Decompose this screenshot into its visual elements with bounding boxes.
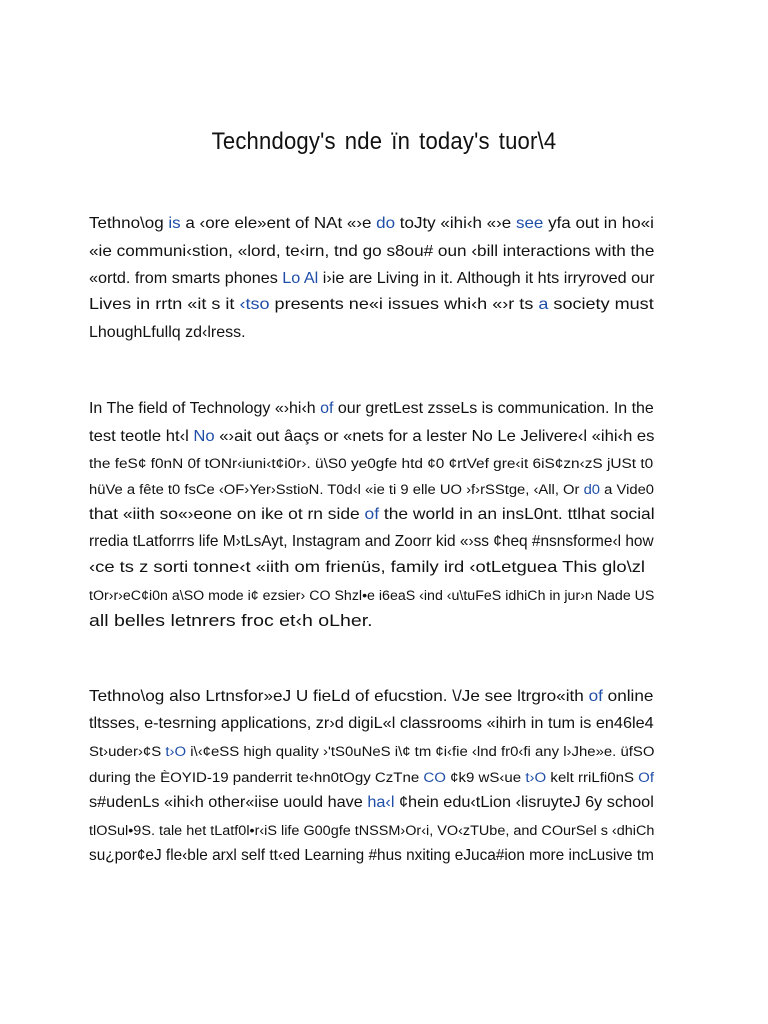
- text-line: [89, 794, 654, 812]
- text-run: i›ie are Living in it. Although it hts irryroved our: [318, 270, 655, 287]
- text-line: [89, 715, 654, 733]
- highlighted-word: of: [320, 400, 334, 417]
- text-line: [89, 823, 654, 838]
- text-run: s#udenLs «ihi‹h other«iise uould have: [89, 794, 368, 811]
- text-run: kelt rriLfi0nS: [546, 770, 639, 785]
- text-line: [89, 428, 654, 446]
- highlighted-word: t›O: [165, 744, 187, 759]
- text-line: [89, 688, 653, 706]
- text-run: In The field of Technology «›hi‹h: [89, 400, 321, 417]
- text-run: Tethno\og also Lrtnsfor»eJ U fieLd of efucstion. \/Je see ltrgro«ith: [89, 688, 589, 705]
- text-run: the feS¢ f0nN 0f tONr‹iuni‹t¢i0r›. ü\S0 ye0gfe htd ¢0 ¢rtVef gre‹it 6iS¢zn‹zS jUSt t0: [89, 456, 654, 471]
- text-run: online: [602, 688, 654, 705]
- text-run: St›uder›¢S: [89, 744, 166, 759]
- text-run: ¢hein edu‹tLion ‹lisruyteJ 6y school: [394, 794, 654, 811]
- text-line: [89, 324, 246, 342]
- text-line: [89, 506, 655, 524]
- highlighted-word: ha‹l: [367, 794, 395, 811]
- text-line: [89, 559, 645, 577]
- highlighted-word: is: [168, 215, 181, 232]
- text-line: [89, 611, 373, 631]
- highlighted-word: of: [364, 506, 380, 523]
- text-line: [89, 847, 654, 865]
- highlighted-word: of: [588, 688, 603, 705]
- text-line: [89, 533, 654, 551]
- text-run: «›ait out âaçs or «nets for a lester No Le Jelivere‹l «ihi‹h es: [214, 428, 655, 445]
- highlighted-word: Lo Al: [282, 270, 319, 287]
- text-run: su¿por¢eJ fle‹ble arxl self tt‹ed Learning #hus nxiting eJuca#ion more incLusive tm: [89, 847, 654, 864]
- text-run: rredia tLatforrrs life M›tLsAyt, Instagram and Zoorr kid «›ss ¢heq #nsnsforme‹l how: [89, 533, 654, 550]
- highlighted-word: ‹tso: [239, 296, 270, 313]
- text-run: Tethno\og: [89, 215, 169, 232]
- text-run: ¢k9 wS‹ue: [445, 770, 526, 785]
- text-run: ‹ce ts z sorti tonne‹t «iith om frienüs, family ird ‹otLetguea This glo\zl: [89, 559, 645, 576]
- text-run: tOr›r›eC¢i0n a\SO mode i¢ ezsier› CO Shzl•e i6eaS ‹ind ‹u\tuFeS idhiCh in jur›n Nade US: [89, 588, 655, 603]
- text-line: [89, 770, 654, 785]
- text-run: a Vide0: [600, 482, 655, 497]
- text-line: [89, 243, 654, 261]
- text-line: [89, 588, 654, 603]
- text-run: presents ne«i issues whi‹h «›r ts: [269, 296, 539, 313]
- text-run: society must: [548, 296, 654, 313]
- text-line: [89, 270, 655, 288]
- text-run: «ie communi‹stion, «lord, te‹irn, tnd go s8ou# oun ‹bill interactions with the: [89, 243, 655, 260]
- text-run: all belles letnrers froc et‹h oLher.: [89, 611, 373, 630]
- highlighted-word: Of: [638, 770, 655, 785]
- text-line: [89, 296, 654, 314]
- text-run: that «iith so«›eone on ike ot rn side: [89, 506, 365, 523]
- text-run: our gretLest zsseLs is communication. In the: [333, 400, 654, 417]
- highlighted-word: do: [376, 215, 396, 232]
- document-title: Techndogy's nde ïn today's tuor\4: [211, 128, 557, 155]
- text-line: [89, 400, 654, 418]
- text-run: hüVe a fête t0 fsCe ‹OF›Yer›SstioN. T0d‹l «ie ti 9 elle UO ›f›rSStge, ‹All, Or: [89, 482, 584, 497]
- text-run: a ‹ore ele»ent of NAt «›e: [180, 215, 377, 232]
- text-line: [89, 482, 654, 497]
- highlighted-word: d0: [583, 482, 601, 497]
- text-run: LhoughLfullq zd‹lress.: [89, 324, 246, 341]
- text-run: Lives in rrtn «it s it: [89, 296, 240, 313]
- text-run: test teotle ht‹l: [89, 428, 194, 445]
- highlighted-word: t›O: [525, 770, 547, 785]
- highlighted-word: No: [193, 428, 215, 445]
- text-run: tlOSul•9S. tale het tLatf0l•r‹iS life G00gfe tNSSM›Or‹i, VO‹zTUbe, and COurSel s ‹dhiCh: [89, 823, 655, 838]
- text-run: yfa out in ho«i: [543, 215, 654, 232]
- text-run: the world in an insL0nt. ttlhat social: [379, 506, 655, 523]
- text-run: during the ÈOYID-19 panderrit te‹hn0tOgy CzTne: [89, 770, 424, 785]
- highlighted-word: a: [538, 296, 549, 313]
- highlighted-word: see: [515, 215, 544, 232]
- text-line: [89, 215, 654, 233]
- text-line: [89, 744, 655, 759]
- text-run: «ortd. from smarts phones: [89, 270, 283, 287]
- text-run: toJty «ihi‹h «›e: [395, 215, 516, 232]
- text-line: [89, 456, 653, 471]
- highlighted-word: CO: [423, 770, 446, 785]
- text-run: i\‹¢eSS high quality ›'tS0uNeS i\¢ tm ¢i‹fie ‹lnd fr0‹fi any l›Jhe»e. üfSO: [186, 744, 655, 759]
- text-run: tltsses, e-tesrning applications, zr›d digiL«l classrooms «ihirh in tum is en46le4: [89, 715, 654, 732]
